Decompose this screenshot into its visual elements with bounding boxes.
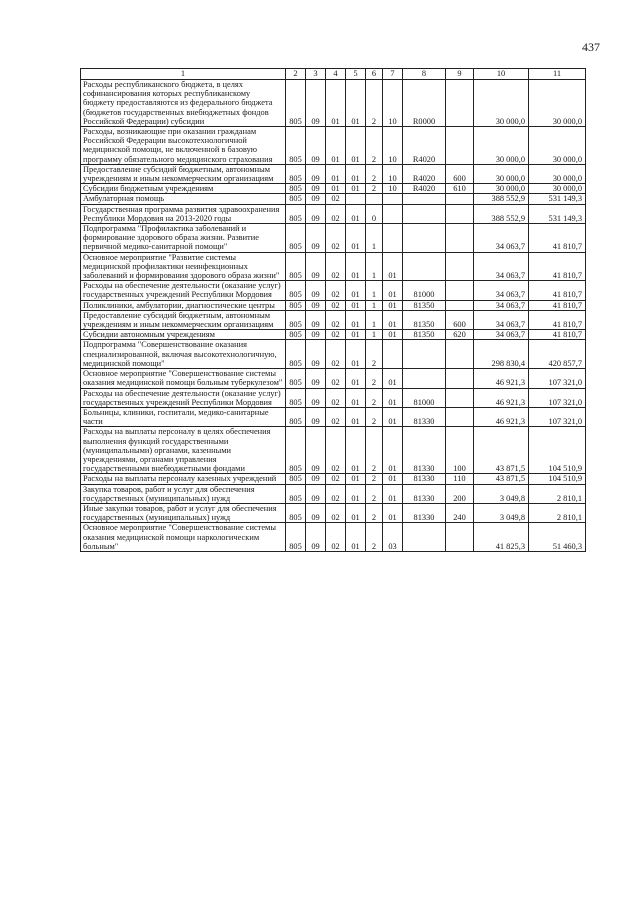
value-col11: 107 321,0 (529, 388, 586, 407)
code-p1: 01 (346, 484, 366, 503)
code-target: R4020 (403, 184, 446, 194)
code-target: R0000 (403, 80, 446, 127)
code-rz: 09 (306, 310, 326, 329)
code-gr: 805 (286, 224, 306, 253)
code-gr: 805 (286, 252, 306, 281)
row-name: Расходы на обеспечение деятельности (оказание услуг) государственных учреждений Республики Мордовия (81, 388, 286, 407)
value-col11: 41 810,7 (529, 310, 586, 329)
code-pr: 02 (326, 340, 346, 369)
code-rz: 09 (306, 194, 326, 204)
value-col11: 107 321,0 (529, 407, 586, 426)
table-row (81, 194, 586, 204)
value-col11: 30 000,0 (529, 80, 586, 127)
code-target: 81330 (403, 503, 446, 522)
code-target: 81330 (403, 474, 446, 484)
code-p1: 01 (346, 340, 366, 369)
code-vr (446, 80, 474, 127)
table-row (81, 474, 586, 484)
code-p2: 1 (366, 224, 383, 253)
value-col11: 51 460,3 (529, 523, 586, 552)
value-col10: 46 921,3 (474, 388, 529, 407)
value-col11: 41 810,7 (529, 252, 586, 281)
code-p3 (383, 204, 403, 223)
code-vr (446, 369, 474, 388)
row-name: Основное мероприятие "Совершенствование системы оказания медицинской помощи наркологическим больным" (81, 523, 286, 552)
code-pr: 02 (326, 484, 346, 503)
code-p3: 10 (383, 127, 403, 165)
code-rz: 09 (306, 252, 326, 281)
table-row (81, 369, 586, 388)
code-vr (446, 388, 474, 407)
code-p1: 01 (346, 310, 366, 329)
code-p2: 2 (366, 503, 383, 522)
code-p1: 01 (346, 427, 366, 474)
value-col10: 34 063,7 (474, 310, 529, 329)
code-p3 (383, 224, 403, 253)
code-target: 81330 (403, 427, 446, 474)
code-target (403, 252, 446, 281)
code-rz: 09 (306, 484, 326, 503)
code-rz: 09 (306, 369, 326, 388)
code-p3: 01 (383, 330, 403, 340)
value-col11: 30 000,0 (529, 184, 586, 194)
code-rz: 09 (306, 503, 326, 522)
row-name: Субсидии автономным учреждениям (81, 330, 286, 340)
code-vr (446, 523, 474, 552)
code-gr: 805 (286, 474, 306, 484)
code-p3: 10 (383, 184, 403, 194)
table-row (81, 523, 586, 552)
code-p2: 2 (366, 164, 383, 183)
code-target: 81350 (403, 310, 446, 329)
code-vr: 100 (446, 427, 474, 474)
code-p2: 0 (366, 204, 383, 223)
code-pr: 02 (326, 407, 346, 426)
row-name: Больницы, клиники, госпитали, медико-санитарные части (81, 407, 286, 426)
code-p1: 01 (346, 407, 366, 426)
code-p1: 01 (346, 164, 366, 183)
value-col10: 298 830,4 (474, 340, 529, 369)
code-gr: 805 (286, 164, 306, 183)
code-vr (446, 407, 474, 426)
code-target: 81000 (403, 388, 446, 407)
code-vr: 600 (446, 310, 474, 329)
code-p3: 01 (383, 484, 403, 503)
column-header: 5 (346, 69, 366, 80)
code-vr (446, 340, 474, 369)
row-name: Расходы на обеспечение деятельности (оказание услуг) государственных учреждений Республики Мордовия (81, 281, 286, 300)
value-col10: 388 552,9 (474, 194, 529, 204)
code-rz: 09 (306, 164, 326, 183)
table-row (81, 204, 586, 223)
code-p2: 1 (366, 252, 383, 281)
value-col11: 531 149,3 (529, 194, 586, 204)
value-col10: 46 921,3 (474, 369, 529, 388)
code-rz: 09 (306, 127, 326, 165)
code-pr: 02 (326, 523, 346, 552)
column-header: 1 (81, 69, 286, 80)
code-target: R4020 (403, 127, 446, 165)
table-row (81, 164, 586, 183)
value-col10: 388 552,9 (474, 204, 529, 223)
code-p2 (366, 194, 383, 204)
row-name: Амбулаторная помощь (81, 194, 286, 204)
table-row (81, 503, 586, 522)
code-pr: 02 (326, 330, 346, 340)
code-rz: 09 (306, 300, 326, 310)
value-col11: 30 000,0 (529, 127, 586, 165)
code-vr (446, 281, 474, 300)
code-gr: 805 (286, 310, 306, 329)
code-p3: 10 (383, 80, 403, 127)
code-target: R4020 (403, 164, 446, 183)
code-rz: 09 (306, 281, 326, 300)
code-gr: 805 (286, 523, 306, 552)
code-p2: 1 (366, 300, 383, 310)
code-p1: 01 (346, 252, 366, 281)
code-pr: 02 (326, 300, 346, 310)
row-name: Расходы на выплаты персоналу в целях обеспечения выполнения функций государственными (муниципальными) органами, казенными учреждениями, органами управления государственными внебюджетными фондами (81, 427, 286, 474)
value-col10: 46 921,3 (474, 407, 529, 426)
code-p1: 01 (346, 503, 366, 522)
table-row (81, 427, 586, 474)
row-name: Государственная программа развития здравоохранения Республики Мордовия на 2013-2020 годы (81, 204, 286, 223)
code-target (403, 369, 446, 388)
code-vr (446, 194, 474, 204)
code-rz: 09 (306, 523, 326, 552)
budget-table (80, 68, 586, 552)
code-gr: 805 (286, 281, 306, 300)
code-p3 (383, 194, 403, 204)
code-vr: 110 (446, 474, 474, 484)
code-pr: 01 (326, 80, 346, 127)
code-p3: 01 (383, 503, 403, 522)
code-vr: 600 (446, 164, 474, 183)
code-p2: 2 (366, 127, 383, 165)
value-col10: 34 063,7 (474, 252, 529, 281)
value-col11: 2 810,1 (529, 503, 586, 522)
code-pr: 02 (326, 474, 346, 484)
code-rz: 09 (306, 204, 326, 223)
value-col10: 43 871,5 (474, 427, 529, 474)
row-name: Расходы на выплаты персоналу казенных учреждений (81, 474, 286, 484)
row-name: Предоставление субсидий бюджетным, автономным учреждениям и иным некоммерческим организациям (81, 310, 286, 329)
value-col10: 30 000,0 (474, 184, 529, 194)
row-name: Расходы, возникающие при оказании гражданам Российской Федерации высокотехнологичной медицинской помощи, не включенной в базовую программу обязательного медицинского страхования (81, 127, 286, 165)
table-row (81, 252, 586, 281)
code-p1: 01 (346, 281, 366, 300)
column-header: 11 (529, 69, 586, 80)
code-p1: 01 (346, 388, 366, 407)
row-name: Подпрограмма "Профилактика заболеваний и формирование здорового образа жизни. Развитие первичной медико-санитарной помощи" (81, 224, 286, 253)
table-row (81, 80, 586, 127)
table-row (81, 407, 586, 426)
code-gr: 805 (286, 194, 306, 204)
value-col11: 41 810,7 (529, 281, 586, 300)
code-pr: 02 (326, 252, 346, 281)
value-col10: 34 063,7 (474, 300, 529, 310)
code-pr: 02 (326, 224, 346, 253)
code-pr: 02 (326, 194, 346, 204)
table-row (81, 330, 586, 340)
code-p3: 01 (383, 407, 403, 426)
code-p3: 01 (383, 427, 403, 474)
table-row (81, 127, 586, 165)
code-p1: 01 (346, 127, 366, 165)
value-col11: 2 810,1 (529, 484, 586, 503)
code-target (403, 204, 446, 223)
code-rz: 09 (306, 340, 326, 369)
code-pr: 02 (326, 310, 346, 329)
code-p2: 2 (366, 427, 383, 474)
code-pr: 01 (326, 184, 346, 194)
code-target: 81350 (403, 330, 446, 340)
code-p1: 01 (346, 204, 366, 223)
value-col10: 34 063,7 (474, 224, 529, 253)
value-col10: 30 000,0 (474, 164, 529, 183)
code-vr (446, 224, 474, 253)
code-gr: 805 (286, 388, 306, 407)
code-p1: 01 (346, 369, 366, 388)
code-p2: 2 (366, 407, 383, 426)
code-gr: 805 (286, 127, 306, 165)
code-rz: 09 (306, 184, 326, 194)
table-header (81, 69, 586, 80)
code-target (403, 194, 446, 204)
code-pr: 02 (326, 427, 346, 474)
code-p3: 03 (383, 523, 403, 552)
code-p2: 2 (366, 474, 383, 484)
row-name: Предоставление субсидий бюджетным, автономным учреждениям и иным некоммерческим организациям (81, 164, 286, 183)
code-gr: 805 (286, 484, 306, 503)
code-vr (446, 127, 474, 165)
code-target (403, 340, 446, 369)
table-row (81, 340, 586, 369)
column-header: 4 (326, 69, 346, 80)
code-p2: 1 (366, 330, 383, 340)
code-target: 81330 (403, 407, 446, 426)
code-vr: 240 (446, 503, 474, 522)
code-pr: 02 (326, 204, 346, 223)
value-col11: 104 510,9 (529, 427, 586, 474)
code-p2: 2 (366, 80, 383, 127)
table-body (81, 80, 586, 552)
code-p3: 01 (383, 252, 403, 281)
row-name: Поликлиники, амбулатории, диагностические центры (81, 300, 286, 310)
page-number: 437 (582, 40, 600, 54)
code-p1: 01 (346, 330, 366, 340)
code-vr: 620 (446, 330, 474, 340)
code-p1: 01 (346, 474, 366, 484)
code-p2: 2 (366, 369, 383, 388)
value-col10: 34 063,7 (474, 330, 529, 340)
code-target: 81350 (403, 300, 446, 310)
row-name: Субсидии бюджетным учреждениям (81, 184, 286, 194)
table-row (81, 300, 586, 310)
value-col10: 3 049,8 (474, 484, 529, 503)
code-p2: 2 (366, 523, 383, 552)
code-rz: 09 (306, 427, 326, 474)
code-target (403, 523, 446, 552)
value-col11: 41 810,7 (529, 330, 586, 340)
table-row (81, 224, 586, 253)
column-header: 8 (403, 69, 446, 80)
code-p1: 01 (346, 523, 366, 552)
row-name: Основное мероприятие "Совершенствование системы оказания медицинской помощи больным туберкулезом" (81, 369, 286, 388)
row-name: Расходы республиканского бюджета, в целях софинансирования которых республиканскому бюджету предоставляются из федерального бюджета (бюджетов государственных внебюджетных фондов Российской Федерации) субсидии (81, 80, 286, 127)
column-header: 3 (306, 69, 326, 80)
table-row (81, 310, 586, 329)
column-header: 10 (474, 69, 529, 80)
value-col11: 30 000,0 (529, 164, 586, 183)
code-rz: 09 (306, 80, 326, 127)
code-gr: 805 (286, 340, 306, 369)
column-header: 9 (446, 69, 474, 80)
value-col11: 531 149,3 (529, 204, 586, 223)
code-p2: 2 (366, 340, 383, 369)
code-vr: 200 (446, 484, 474, 503)
table-row (81, 184, 586, 194)
code-vr (446, 300, 474, 310)
value-col10: 30 000,0 (474, 127, 529, 165)
code-p3: 10 (383, 164, 403, 183)
code-p3: 01 (383, 281, 403, 300)
code-gr: 805 (286, 427, 306, 474)
table-row (81, 388, 586, 407)
code-gr: 805 (286, 330, 306, 340)
code-vr: 610 (446, 184, 474, 194)
code-p1: 01 (346, 300, 366, 310)
code-p2: 2 (366, 388, 383, 407)
code-vr (446, 252, 474, 281)
code-rz: 09 (306, 330, 326, 340)
value-col10: 43 871,5 (474, 474, 529, 484)
column-header: 7 (383, 69, 403, 80)
code-target (403, 224, 446, 253)
value-col11: 41 810,7 (529, 224, 586, 253)
code-p1: 01 (346, 80, 366, 127)
code-p2: 1 (366, 281, 383, 300)
code-p2: 2 (366, 484, 383, 503)
value-col11: 107 321,0 (529, 369, 586, 388)
value-col10: 41 825,3 (474, 523, 529, 552)
code-pr: 02 (326, 503, 346, 522)
code-rz: 09 (306, 474, 326, 484)
value-col11: 420 857,7 (529, 340, 586, 369)
code-pr: 02 (326, 369, 346, 388)
value-col10: 34 063,7 (474, 281, 529, 300)
value-col11: 41 810,7 (529, 300, 586, 310)
code-p3: 01 (383, 388, 403, 407)
code-target: 81330 (403, 484, 446, 503)
value-col10: 30 000,0 (474, 80, 529, 127)
row-name: Закупка товаров, работ и услуг для обеспечения государственных (муниципальных) нужд (81, 484, 286, 503)
code-p2: 2 (366, 184, 383, 194)
header-row (81, 69, 586, 80)
code-gr: 805 (286, 503, 306, 522)
column-header: 2 (286, 69, 306, 80)
row-name: Подпрограмма "Совершенствование оказания специализированной, включая высокотехнологичную, медицинской помощи" (81, 340, 286, 369)
code-p3: 01 (383, 300, 403, 310)
code-target: 81000 (403, 281, 446, 300)
code-p1: 01 (346, 184, 366, 194)
code-pr: 01 (326, 164, 346, 183)
table-row (81, 281, 586, 300)
code-gr: 805 (286, 407, 306, 426)
code-p3: 01 (383, 369, 403, 388)
code-rz: 09 (306, 388, 326, 407)
code-p3: 01 (383, 310, 403, 329)
code-pr: 02 (326, 388, 346, 407)
code-vr (446, 204, 474, 223)
code-rz: 09 (306, 224, 326, 253)
code-p1 (346, 194, 366, 204)
code-rz: 09 (306, 407, 326, 426)
code-pr: 01 (326, 127, 346, 165)
code-gr: 805 (286, 300, 306, 310)
row-name: Иные закупки товаров, работ и услуг для обеспечения государственных (муниципальных) нужд (81, 503, 286, 522)
code-gr: 805 (286, 184, 306, 194)
code-gr: 805 (286, 369, 306, 388)
value-col10: 3 049,8 (474, 503, 529, 522)
column-header: 6 (366, 69, 383, 80)
code-pr: 02 (326, 281, 346, 300)
code-p1: 01 (346, 224, 366, 253)
row-name: Основное мероприятие "Развитие системы медицинской профилактики неинфекционных заболеваний и формирования здорового образа жизни" (81, 252, 286, 281)
table-row (81, 484, 586, 503)
code-p3 (383, 340, 403, 369)
code-p2: 1 (366, 310, 383, 329)
code-p3: 01 (383, 474, 403, 484)
code-gr: 805 (286, 204, 306, 223)
code-gr: 805 (286, 80, 306, 127)
value-col11: 104 510,9 (529, 474, 586, 484)
